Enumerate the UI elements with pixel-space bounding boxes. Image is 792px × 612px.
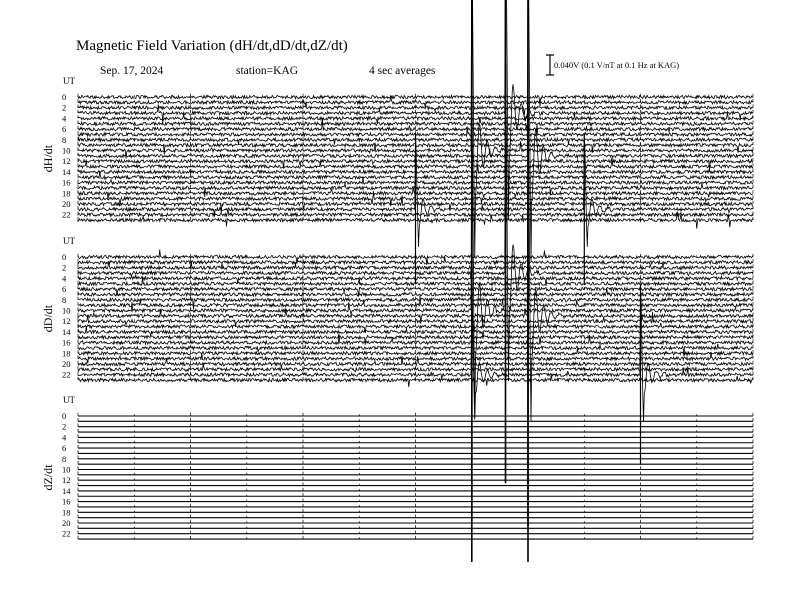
hour-tick-label: 16: [62, 177, 71, 188]
hour-tick-label: 12: [62, 156, 71, 167]
hour-tick-label: 4: [62, 273, 67, 284]
hour-tick-label: 18: [62, 348, 71, 359]
hour-tick-label: 14: [62, 166, 71, 177]
station-label: station=KAG: [236, 65, 299, 77]
hour-tick-label: 4: [62, 113, 67, 124]
hour-tick-label: 0: [62, 411, 67, 421]
hour-tick-label: 2: [62, 102, 67, 113]
hour-tick-label: 2: [62, 262, 67, 273]
hour-tick-label: 0: [62, 252, 67, 262]
hour-tick-label: 12: [62, 316, 71, 327]
hour-tick-label: 20: [62, 199, 71, 209]
hour-tick-label: 22: [62, 528, 71, 539]
hour-tick-label: 10: [62, 464, 71, 475]
hour-tick-label: 0: [62, 92, 67, 102]
hour-tick-label: 14: [62, 326, 71, 337]
chart-title: Magnetic Field Variation (dH/dt,dD/dt,dZ/dt): [76, 38, 348, 54]
ut-label: UT: [63, 76, 75, 86]
hour-tick-label: 8: [62, 453, 67, 464]
ut-label: UT: [63, 236, 75, 246]
component-label: dH/dt: [41, 144, 55, 173]
minute-ticks: [78, 339, 753, 342]
hour-tick-label: 4: [62, 432, 67, 443]
ut-label: UT: [63, 395, 75, 405]
hour-tick-label: 20: [62, 359, 71, 369]
hour-tick-label: 18: [62, 507, 71, 518]
hour-tick-label: 20: [62, 518, 71, 528]
hour-tick-label: 6: [62, 284, 67, 295]
hour-tick-label: 22: [62, 209, 71, 220]
averaging-label: 4 sec averages: [369, 65, 436, 77]
hour-tick-label: 16: [62, 496, 71, 507]
hour-tick-label: 16: [62, 337, 71, 348]
trace-row: [78, 374, 753, 387]
hour-tick-label: 8: [62, 134, 67, 145]
hour-tick-label: 2: [62, 421, 67, 432]
hour-tick-label: 22: [62, 369, 71, 380]
hour-tick-label: 12: [62, 475, 71, 486]
hour-tick-label: 8: [62, 294, 67, 305]
hour-tick-label: 6: [62, 124, 67, 135]
date-label: Sep. 17, 2024: [100, 65, 164, 77]
component-label: dD/dt: [41, 304, 55, 333]
hour-tick-label: 10: [62, 305, 71, 316]
scale-label: 0.040V (0.1 V/nT at 0.1 Hz at KAG): [554, 60, 680, 70]
hour-tick-label: 18: [62, 188, 71, 199]
hour-tick-label: 14: [62, 485, 71, 496]
hour-tick-label: 10: [62, 145, 71, 156]
hour-tick-label: 6: [62, 443, 67, 454]
component-label: dZ/dt: [41, 464, 55, 491]
